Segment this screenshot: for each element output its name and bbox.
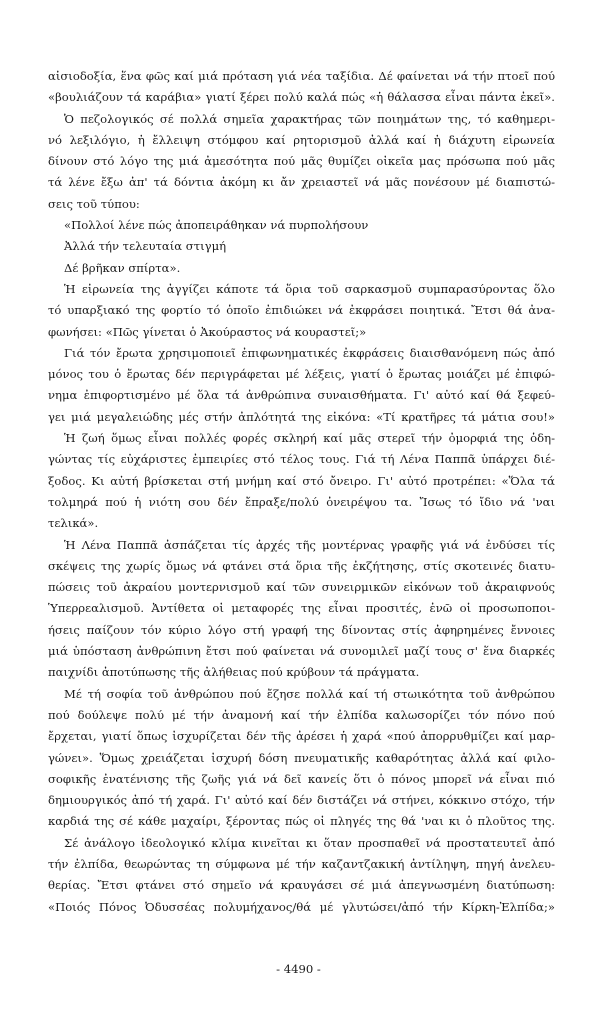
text-line: ἔρχεται, γιατί ὅπως ἰσχυρίζεται δέν τῆς ἀρέσει ἡ χαρά «πού ἀπορρυθμίζει καί μαρ- xyxy=(48,729,555,744)
text-line: γώντας τίς εὐχάριστες ἐμπειρίες στό τέλος τους. Γιά τή Λένα Παππᾶ ὑπάρχει διέ- xyxy=(48,452,555,467)
text-line: σεις τοῦ τύπου: xyxy=(48,196,140,211)
paragraph-start-line: Ἡ εἰρωνεία της ἀγγίζει κάποτε τά ὅρια τοῦ σαρκασμοῦ συμπαρασύροντας ὅλο xyxy=(64,281,555,296)
text-line: μιά ὑπόσταση ἀνθρώπινη ἔτσι πού φαίνεται νά συνομιλεῖ μαζί τους σ' ἕνα διαρκές xyxy=(48,644,555,659)
paragraph-start-line: Ὁ πεζολογικός σέ πολλά σημεῖα χαρακτήρας τῶν ποιημάτων της, τό καθημερι- xyxy=(64,111,555,126)
document-body xyxy=(48,66,555,918)
text-line: γώνει». Ὅμως χρειάζεται ἰσχυρή δόση πνευματικῆς καθαρότητας ἀλλά καί φιλο- xyxy=(48,750,555,765)
text-line: «βουλιάζουν τά καράβια» γιατί ξέρει πολύ καλά πώς «ἡ θάλασσα εἶναι πάντα ἐκεῖ». xyxy=(48,90,555,105)
paragraph-start-line: Ἡ Λένα Παππᾶ ἀσπάζεται τίς ἀρχές τῆς μοντέρνας γραφῆς γιά νά ἐνδύσει τίς xyxy=(64,537,555,552)
paragraph-start-line: Μέ τή σοφία τοῦ ἀνθρώπου πού ἔζησε πολλά καί τή στωικότητα τοῦ ἀνθρώπου xyxy=(64,686,555,701)
paragraph-start-line: Γιά τόν ἔρωτα χρησιμοποιεῖ ἐπιφωνηματικές ἐκφράσεις διαισθανόμενη πώς ἀπό xyxy=(64,345,555,360)
text-line: τό υπαρξιακό της φορτίο τό ὁποῖο ἐπιδιώκει νά ἐκφράσει ποιητικά. Ἔτσι θά ἀνα- xyxy=(48,303,555,318)
text-line: καρδιά της σέ κάθε μαχαίρι, ξέροντας πώς οἱ πληγές της θά 'ναι κι ὁ πλοῦτος της. xyxy=(48,814,555,829)
text-line: ξοδος. Κι αὐτή βρίσκεται στή μνήμη καί στό ὄνειρο. Γι' αὐτό προτρέπει: «Ὅλα τά xyxy=(48,473,555,488)
text-line: τήν ἐλπίδα, θεωρώντας τη σύμφωνα μέ τήν καζαντζακική ἀντίληψη, πηγή ἀνελευ- xyxy=(48,856,555,871)
quote-line: Ἀλλά τήν τελευταία στιγμή xyxy=(64,239,227,254)
text-line: δημιουργικός ἀπό τή χαρά. Γι' αὐτό καί δέν διστάζει νά στήνει, κόκκινο στόχο, τήν xyxy=(48,793,555,808)
paragraph-start-line: Σέ ἀνάλογο ἰδεολογικό κλίμα κινεῖται κι ὅταν προσπαθεῖ νά προστατευτεῖ ἀπό xyxy=(64,835,555,850)
text-line: σοφικῆς ἐνατένισης τῆς ζωῆς γιά νά δεῖ κανείς ὅτι ὁ πόνος μπορεῖ νά εἶναι πιό xyxy=(48,771,555,786)
text-line: νό λεξιλόγιο, ἡ ἔλλειψη στόμφου καί ρητορισμοῦ ἀλλά καί ἡ διάχυτη εἰρωνεία xyxy=(48,132,555,147)
text-line: τολμηρά πού ἡ νιότη σου δέν ἔπραξε/πολύ ὀνειρέψου τα. Ἴσως τό ἴδιο νά 'ναι xyxy=(48,494,555,509)
text-line: τά λένε ἔξω ἀπ' τά δόντια ἀκόμη κι ἄν χρειαστεῖ νά μᾶς πονέσουν μέ διαπιστώ- xyxy=(48,175,555,190)
text-line: «Ποιός Πόνος Ὀδυσσέας πολυμήχανος/θά μέ γλυτώσει/ἀπό τήν Κίρκη-Ἐλπίδα;» xyxy=(48,899,555,914)
text-line: πού δούλεψε πολύ μέ τήν ἀναμονή καί τήν ἐλπίδα καλωσορίζει τόν πόνο πού xyxy=(48,707,555,722)
text-line: Ὑπερρεαλισμοῦ. Ἀντίθετα οἱ μεταφορές της εἶναι προσιτές, ἐνῶ οἱ προσωποποι- xyxy=(48,601,555,616)
text-line: παιχνίδι ἀποτύπωσης τῆς ἀλήθειας πού κρύβουν τά πράγματα. xyxy=(48,665,420,680)
text-line: φωνήσει: «Πῶς γίνεται ὁ Ἀκούραστος νά κουραστεῖ;» xyxy=(48,324,367,339)
text-line: δίνουν στό λόγο της μιά ἀμεσότητα πού μᾶς θυμίζει οἰκεῖα μας πρόσωπα πού μᾶς xyxy=(48,154,555,169)
text-line: τελικά». xyxy=(48,516,99,531)
text-line: πώσεις τοῦ ἀκραίου μοντερνισμοῦ καί τῶν συνειρμικῶν εἰκόνων τοῦ ἀκραιφνούς xyxy=(48,580,555,595)
page-number: - 4490 - xyxy=(276,962,321,976)
text-line: ήσεις παίζουν τόν κύριο λόγο στή γραφή της δίνοντας στίς ἀφηρημένες ἔννοιες xyxy=(48,622,555,637)
text-line: γει μιά μεγαλειώδης μές στήν ἀπλότητά της εἰκόνα: «Τί κρατῆρες τά μάτια σου!» xyxy=(48,409,555,424)
text-line: μόνος του ὁ ἔρωτας δέν περιγράφεται μέ λέξεις, γιατί ὁ ἔρωτας μοιάζει μέ ἐπιφώ- xyxy=(48,367,555,382)
text-line: νημα ἐπιφορτισμένο μέ ὅλα τά ἀνθρώπινα συναισθήματα. Γι' αὐτό καί θά ξεφεύ- xyxy=(48,388,555,403)
quote-line: «Πολλοί λένε πώς ἀποπειράθηκαν νά πυρπολήσουν xyxy=(64,218,369,233)
text-line: θερίας. Ἔτσι φτάνει στό σημεῖο νά κραυγάσει σέ μιά ἀπεγνωσμένη διατύπωση: xyxy=(48,878,555,893)
paragraph-start-line: Ἡ ζωή ὅμως εἶναι πολλές φορές σκληρή καί μᾶς στερεῖ τήν ὀμορφιά της ὁδη- xyxy=(64,431,555,446)
quote-line: Δέ βρῆκαν σπίρτα». xyxy=(64,260,181,275)
text-line: σκέψεις της χωρίς ὅμως νά φτάνει στά ὅρια τῆς ἐκζήτησης, στίς σκοτεινές διατυ- xyxy=(48,558,555,573)
text-line: αἰσιοδοξία, ἕνα φῶς καί μιά πρόταση γιά νέα ταξίδια. Δέ φαίνεται νά τήν πτοεῖ πού xyxy=(48,69,555,83)
